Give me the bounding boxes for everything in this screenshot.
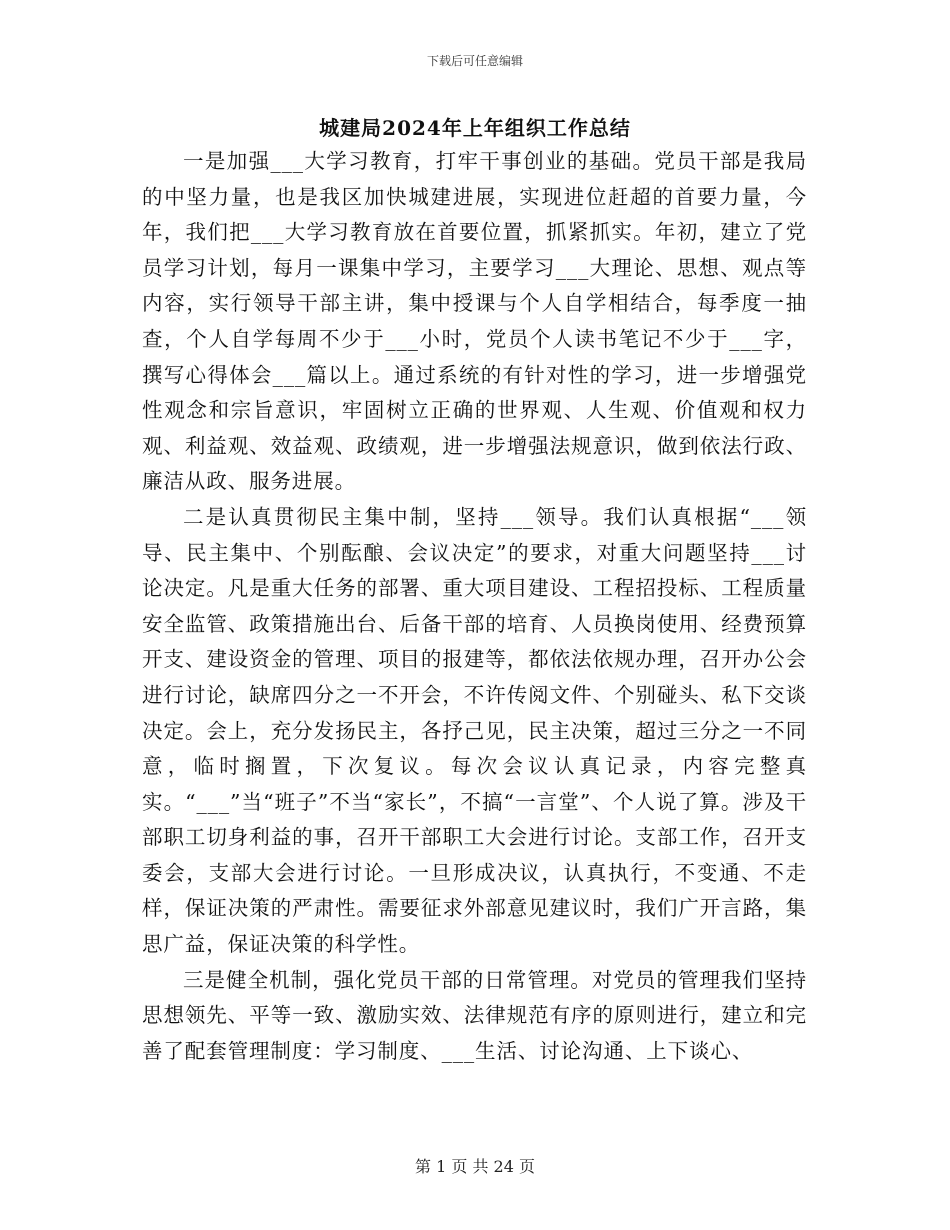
paragraph-1: 一是加强___大学习教育，打牢干事创业的基础。党员干部是我局的中坚力量，也是我区加快城建进展，实现进位赶超的首要力量，今年，我们把___大学习教育放在首要位置，抓紧抓实。年初，建立了党员学习计划，每月一课集中学习，主要学习___大理论、思想、观点等内容，实行领导干部主讲，集中授课与个人自学相结合，每季度一抽查，个人自学每周不少于___小时，党员个人读书笔记不少于___字，撰写心得体会___篇以上。通过系统的有针对性的学习，进一步增强党性观念和宗旨意识，牢固树立正确的世界观、人生观、价值观和权力观、利益观、效益观、政绩观，进一步增强法规意识，做到依法行政、廉洁从政、服务进展。 (142, 149, 807, 494)
page-footer: 第 1 页 共 24 页 (415, 1157, 535, 1176)
document-title: 城建局2024年上年组织工作总结 (319, 116, 631, 140)
document-body (142, 144, 807, 1069)
paragraph-3: 三是健全机制，强化党员干部的日常管理。对党员的管理我们坚持思想领先、平等一致、激励实效、法律规范有序的原则进行，建立和完善了配套管理制度：学习制度、___生活、讨论沟通、上下谈心、 (142, 967, 807, 1063)
paragraph-2: 二是认真贯彻民主集中制，坚持___领导。我们认真根据“___领导、民主集中、个别酝酿、会议决定”的要求，对重大问题坚持___讨论决定。凡是重大任务的部署、重大项目建设、工程招投标、工程质量安全监管、政策措施出台、后备干部的培育、人员换岗使用、经费预算开支、建设资金的管理、项目的报建等，都依法依规办理，召开办公会进行讨论，缺席四分之一不开会，不许传阅文件、个别碰头、私下交谈决定。会上，充分发扬民主，各抒己见，民主决策，超过三分之一不同意，临时搁置，下次复议。每次会议认真记录，内容完整真实。“___”当“班子”不当“家长”，不搞“一言堂”、个人说了算。涉及干部职工切身利益的事，召开干部职工大会进行讨论。支部工作，召开支委会，支部大会进行讨论。一旦形成决议，认真执行，不变通、不走样，保证决策的严肃性。需要征求外部意见建议时，我们广开言路，集思广益，保证决策的科学性。 (142, 504, 807, 957)
header-note: 下载后可任意编辑 (426, 54, 523, 68)
